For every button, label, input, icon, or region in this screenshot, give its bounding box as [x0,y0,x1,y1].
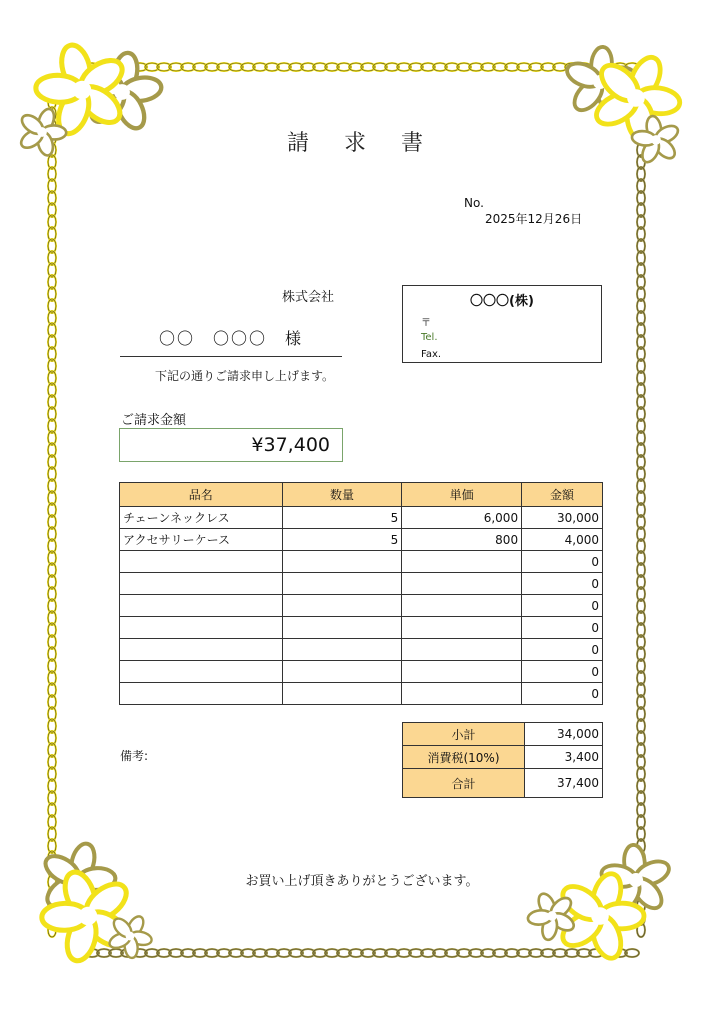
amount-label: ご請求金額 [121,413,187,428]
subtotal-row [403,723,603,746]
quantity-cell [282,661,402,683]
amount-cell: 0 [522,551,603,573]
amount-cell: 0 [522,573,603,595]
sender-fax: Fax. [421,349,442,360]
item-name-cell [120,661,283,683]
total-label: 合計 [403,769,525,798]
subtotal-label: 小計 [403,723,525,746]
header-item-name: 品名 [120,483,283,507]
total-value: 37,400 [525,769,603,798]
quantity-cell [282,595,402,617]
unit-price-cell [402,573,522,595]
amount-cell: 0 [522,617,603,639]
quantity-cell: 5 [282,507,402,529]
table-row [120,661,603,683]
quantity-cell [282,683,402,705]
unit-price-cell [402,617,522,639]
quantity-cell [282,639,402,661]
quantity-cell [282,573,402,595]
amount-value: ¥37,400 [119,428,343,462]
item-name-cell: アクセサリーケース [120,529,283,551]
table-row [120,551,603,573]
table-row [120,507,603,529]
subtotal-value: 34,000 [525,723,603,746]
unit-price-cell: 800 [402,529,522,551]
header-amount: 金額 [522,483,603,507]
table-row [120,595,603,617]
recipient-name: 〇〇 〇〇〇 様 [120,326,342,357]
amount-cell: 30,000 [522,507,603,529]
item-name-cell [120,573,283,595]
table-row [120,683,603,705]
amount-cell: 0 [522,639,603,661]
company-prefix: 株式会社 [282,290,335,305]
header-unit-price: 単価 [402,483,522,507]
table-row [120,617,603,639]
item-name-cell [120,551,283,573]
unit-price-cell [402,661,522,683]
tax-value: 3,400 [525,746,603,769]
table-row [120,573,603,595]
tax-row [403,746,603,769]
unit-price-cell [402,551,522,573]
sender-postal: 〒 [421,318,431,329]
quantity-cell [282,617,402,639]
table-row [120,639,603,661]
sender-tel: Tel. [421,332,438,343]
item-name-cell: チェーンネックレス [120,507,283,529]
amount-cell: 0 [522,595,603,617]
sender-box [402,285,602,363]
invoice-notice: 下記の通りご請求申し上げます。 [155,369,335,383]
items-table [119,482,603,705]
table-header-row [120,483,603,507]
item-name-cell [120,639,283,661]
quantity-cell: 5 [282,529,402,551]
amount-cell: 0 [522,661,603,683]
thanks-message: お買い上げ頂きありがとうございます。 [245,874,479,889]
unit-price-cell [402,683,522,705]
table-row [120,529,603,551]
invoice-date: 2025年12月26日 [485,212,583,226]
remarks-label: 備考: [120,749,149,763]
item-name-cell [120,683,283,705]
item-name-cell [120,617,283,639]
tax-label: 消費税(10%) [403,746,525,769]
page-title: 請 求 書 [287,131,437,156]
sender-name: 〇〇〇(株) [470,294,534,309]
unit-price-cell [402,595,522,617]
invoice-number-label: No. [464,196,484,210]
total-row [403,769,603,798]
amount-cell: 4,000 [522,529,603,551]
amount-cell: 0 [522,683,603,705]
totals-table [402,722,603,798]
unit-price-cell: 6,000 [402,507,522,529]
header-quantity: 数量 [282,483,402,507]
unit-price-cell [402,639,522,661]
quantity-cell [282,551,402,573]
item-name-cell [120,595,283,617]
